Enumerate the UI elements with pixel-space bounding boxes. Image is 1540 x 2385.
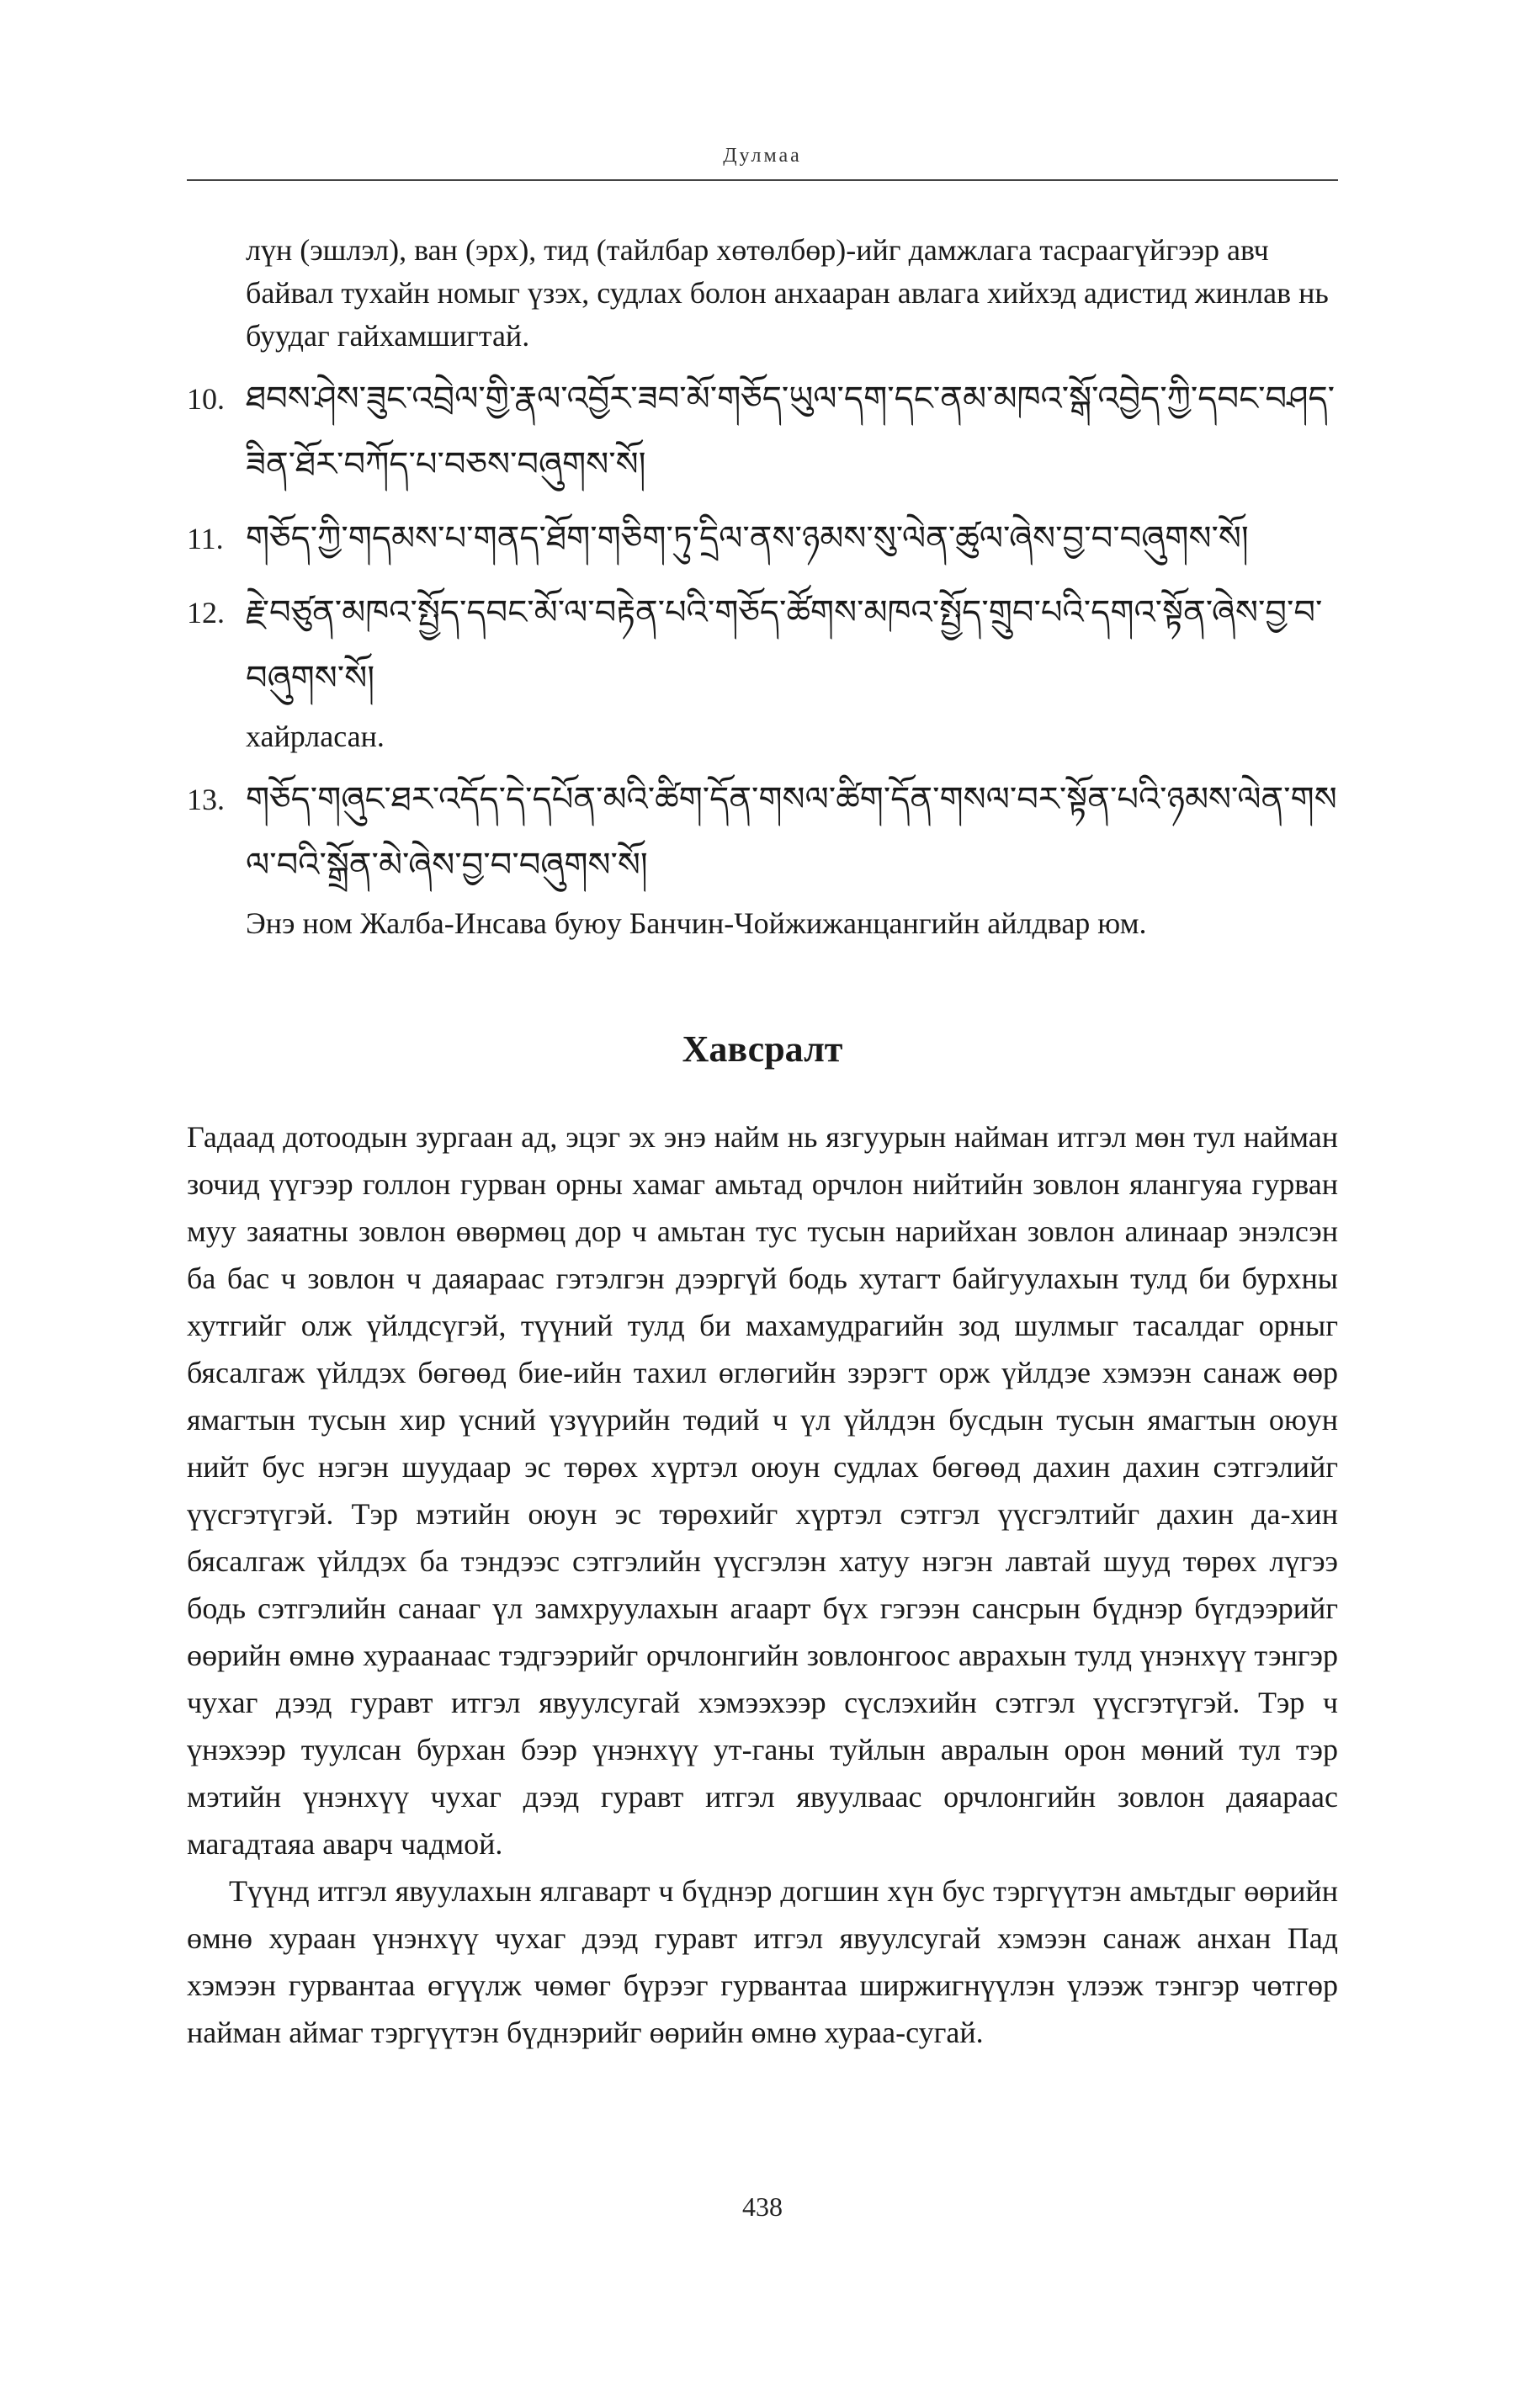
list-item-13	[187, 767, 1338, 945]
list-item-12	[187, 580, 1338, 758]
tibetan-title: ཐབས་ཤེས་ཟུང་འབྲེལ་གྱི་རྣལ་འབྱོར་ཟབ་མོ་གཅོད་ཡུལ་དག་དང་ནམ་མཁའ་སྒོ་འབྱེད་ཀྱི་དབང་བཤད་ཟིན་ཐོར་བཀོད་པ་བཅས་བཞུགས་སོ།	[246, 380, 1336, 484]
item-number: 10.	[187, 382, 225, 416]
body-paragraph: Түүнд итгэл явуулахын ялгаварт ч бүднэр догшин хүн бус тэргүүтэн амьтдыг өөрийн өмнө хураан үнэнхүү чухаг дээд гуравт итгэл явуулсугай хэмээн санаж анхан Пад хэмээн гурвантаа өгүүлж чөмөг бүрээг гурвантаа ширжигнүүлэн үлээж тэнгэр чөтгөр найман аймаг тэргүүтэн бүднэрийг өөрийн өмнө хураа-сугай.	[187, 1874, 1338, 2049]
section-title: Хавсралт	[682, 1028, 843, 1070]
page-number: 438	[742, 2191, 783, 2222]
body-paragraph: Гадаад дотоодын зургаан ад, эцэг эх энэ найм нь язгуурын найман итгэл мөн тул найман зочид үүгээр голлон гурван орны хамаг амьтад орчлон нийтийн зовлон ялангуяа гурван муу заяатны зовлон өвөрмөц дор ч амьтан тус тусын нарийхан зовлон алинаар энэлсэн ба бас ч зовлон ч даяараас гэтэлгэн дээргүй бодь хутагт байгуулахын тулд би бурхны хутгийг олж үйлдсүгэй, түүний тулд би махамудрагийн зод шулмыг тасалдаг орныг бясалгаж үйлдэх бөгөөд бие-ийн тахил өглөгийн зэрэгт орж үйлдэе хэмээн санаж өөр ямагтын тусын хир үсний үзүүрийн төдий ч үл үйлдэн бусдын тусын ямагтын оюун нийт бус нэгэн шуудаар эс төрөх хүртэл оюун судлах бөгөөд дахин дахин сэтгэлийг үүсгэтүгэй. Тэр мэтийн оюун эс төрөхийг хүртэл сэтгэл үүсгэлтийг дахин да-хин бясалгаж үйлдэх ба тэндээс сэтгэлийн үүсгэлэн хатуу нэгэн лавтай шууд төрөх лүгээ бодь сэтгэлийн санааг үл замхруулахын агаарт бүх гэгээн сансрын бүднэр бүгдээрийг өөрийн өмнө хураанаас тэдгээрийг орчлонгийн зовлонгоос аврахын тулд үнэнхүү тэнгэр чухаг дээд гуравт итгэл явуулсугай хэмээхээр сүслэхийн сэтгэл үүсгэтүгэй. Тэр ч үнэхээр туулсан бурхан бээр үнэнхүү ут-ганы туйлын авралын орон мөний тул тэр мэтийн үнэнхүү чухаг дээд гуравт итгэл явуулваас орчлонгийн зовлон даяараас магадтаяа аварч чадмой.	[187, 1120, 1338, 1861]
tibetan-title: གཅོད་གཞུང་ཐར་འདོད་དེ་དཔོན་མའི་ཚིག་དོན་གསལ་ཚིག་དོན་གསལ་བར་སྟོན་པའི་ཉམས་ལེན་གསལ་བའི་སྒྲོན་མེ་ཞེས་བྱ་བ་བཞུགས་སོ།	[246, 780, 1337, 884]
item-translation: Энэ ном Жалба-Инсава буюу Банчин-Чойжижанцангийн айлдвар юм.	[246, 906, 1147, 940]
running-header: Дулмаа	[723, 145, 802, 167]
tibetan-title: རྗེ་བཙུན་མཁའ་སྤྱོད་དབང་མོ་ལ་བརྟེན་པའི་གཅོད་ཚོགས་མཁའ་སྤྱོད་གྲུབ་པའི་དགའ་སྟོན་ཞེས་བྱ་བ་བཞུགས་སོ།	[246, 593, 1323, 698]
list-item-10	[187, 366, 1338, 497]
continuation-paragraph: лүн (эшлэл), ван (эрх), тид (тайлбар хөтөлбөр)-ийг дамжлага тасраагүйгээр авч байвал тухайн номыг үзэх, судлах болон анхааран авлага хийхэд адистид жинлав нь буудаг гайхамшигтай.	[246, 233, 1329, 353]
item-number: 13.	[187, 783, 225, 816]
tibetan-title: གཅོད་ཀྱི་གདམས་པ་གནད་ཐོག་གཅིག་ཏུ་དྲིལ་ནས་ཉམས་སུ་ལེན་ཚུལ་ཞེས་བྱ་བ་བཞུགས་སོ།	[246, 519, 1249, 558]
header-rule	[187, 179, 1338, 181]
page-content	[187, 229, 1338, 2056]
list-item-11	[187, 506, 1338, 571]
item-translation: хайрласан.	[246, 720, 385, 753]
item-number: 12.	[187, 596, 225, 629]
item-number: 11.	[187, 522, 224, 555]
